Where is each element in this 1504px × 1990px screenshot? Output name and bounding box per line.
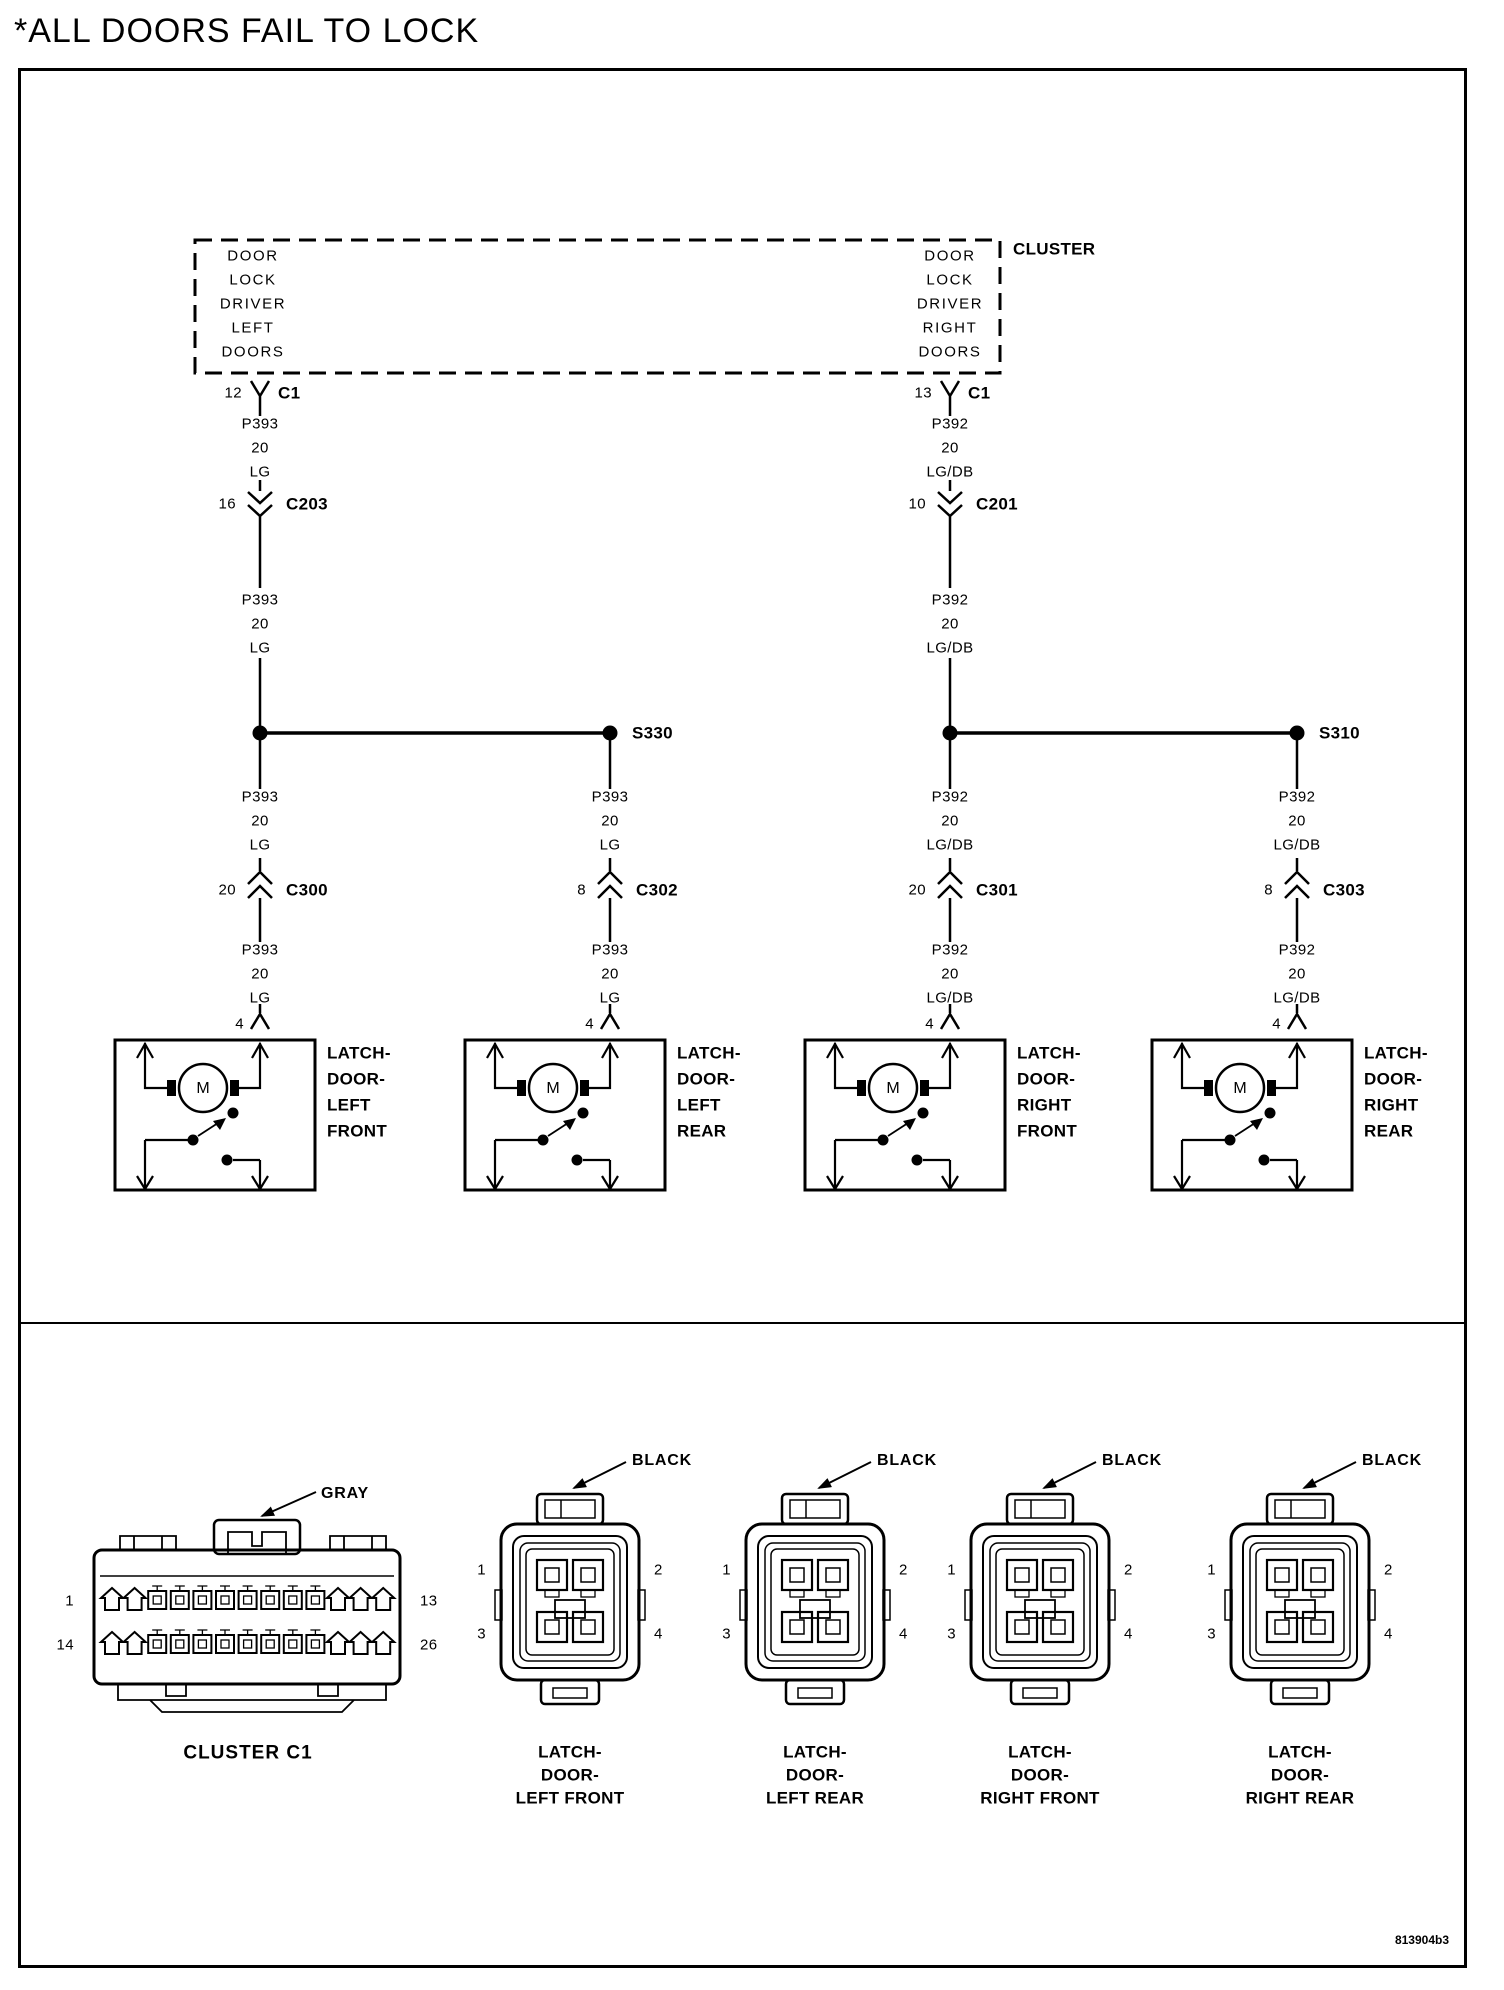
wire-label: P393 — [591, 941, 629, 959]
wire-label: P392 — [1278, 788, 1316, 806]
connector-color-label: BLACK — [1102, 1452, 1162, 1469]
wire-label: 20 — [251, 615, 269, 633]
latch-connector-view — [1225, 1462, 1375, 1704]
cluster-right-text-line: DOORS — [918, 343, 982, 361]
connector-caption-line: RIGHT REAR — [1245, 1788, 1355, 1808]
wire-label: P393 — [241, 591, 279, 609]
wire-label: 20 — [941, 812, 959, 830]
motor-letter: M — [196, 1080, 210, 1097]
connector-caption-line: LATCH- — [783, 1742, 847, 1762]
connector-caption-line: LEFT REAR — [765, 1788, 865, 1808]
splice-dot — [253, 726, 268, 741]
wire-label: 20 — [251, 965, 269, 983]
pin-label: 3 — [1207, 1625, 1216, 1643]
wire-label: P393 — [241, 788, 279, 806]
latch-label-line: DOOR- — [677, 1069, 736, 1089]
wire-label: LG — [599, 836, 621, 854]
latch-label-line: FRONT — [1017, 1121, 1078, 1141]
cluster-name: CLUSTER — [1013, 239, 1096, 259]
splice-name: S310 — [1319, 723, 1360, 743]
splice-name: S330 — [632, 723, 673, 743]
wire-runs — [248, 381, 1309, 1029]
wire-label: 20 — [941, 965, 959, 983]
pin-number: 4 — [925, 1015, 934, 1033]
wire-label: P393 — [241, 415, 279, 433]
wire-label: LG — [249, 463, 271, 481]
wire-label: LG — [599, 989, 621, 1007]
pin-number: 16 — [218, 495, 236, 513]
connector-color-label: GRAY — [321, 1485, 369, 1502]
latch-label-line: LATCH- — [1364, 1043, 1428, 1063]
pin-label: 1 — [947, 1561, 956, 1579]
motor-letter: M — [1233, 1080, 1247, 1097]
connector-caption-line: LATCH- — [1008, 1742, 1072, 1762]
black-leader-arrow — [819, 1462, 871, 1488]
pin-label: 14 — [56, 1636, 74, 1654]
pin-number: 4 — [1272, 1015, 1281, 1033]
latch-label-line: LEFT — [677, 1095, 721, 1115]
connector-caption: CLUSTER C1 — [183, 1742, 313, 1764]
wire-label: P393 — [591, 788, 629, 806]
pin-number: 4 — [585, 1015, 594, 1033]
connector-name: C301 — [976, 880, 1018, 900]
pin-label: 2 — [654, 1561, 663, 1579]
latch-label-line: REAR — [1364, 1121, 1414, 1141]
connector-color-label: BLACK — [1362, 1452, 1422, 1469]
latch-label-line: LEFT — [327, 1095, 371, 1115]
latch-label-line: REAR — [677, 1121, 727, 1141]
cluster-left-text-line: LEFT — [231, 319, 275, 337]
splice-dot — [943, 726, 958, 741]
cluster-left-text-line: DOORS — [221, 343, 285, 361]
wire-label: P392 — [1278, 941, 1316, 959]
latch-label-line: RIGHT — [1017, 1095, 1072, 1115]
pin-label: 2 — [899, 1561, 908, 1579]
latch-symbol — [115, 1040, 315, 1190]
latch-connector-view — [965, 1462, 1115, 1704]
wire-label: P392 — [931, 415, 969, 433]
cluster-right-text-line: RIGHT — [922, 319, 978, 337]
latch-connector-view — [495, 1462, 645, 1704]
connector-caption-line: LEFT FRONT — [515, 1788, 625, 1808]
latch-symbol — [465, 1040, 665, 1190]
cluster-right-text-line: LOCK — [926, 271, 974, 289]
latch-label-line: LATCH- — [327, 1043, 391, 1063]
connector-caption-line: DOOR- — [785, 1765, 845, 1785]
pin-label: 13 — [420, 1592, 438, 1610]
pin-label: 4 — [1124, 1625, 1133, 1643]
pin-number: 12 — [224, 384, 242, 402]
pin-label: 2 — [1124, 1561, 1133, 1579]
pin-label: 2 — [1384, 1561, 1393, 1579]
pin-label: 4 — [899, 1625, 908, 1643]
wire-label: 20 — [601, 965, 619, 983]
connector-caption-line: LATCH- — [1268, 1742, 1332, 1762]
wire-label: LG — [249, 989, 271, 1007]
pin-number: 8 — [577, 881, 586, 899]
black-leader-arrow — [1304, 1462, 1356, 1488]
wire-label: 20 — [1288, 965, 1306, 983]
wire-label: LG/DB — [1273, 989, 1321, 1007]
connector-name: C201 — [976, 494, 1018, 514]
connector-name: C302 — [636, 880, 678, 900]
splice-dot — [1290, 726, 1305, 741]
pin-label: 1 — [477, 1561, 486, 1579]
connector-name: C203 — [286, 494, 328, 514]
pin-number: 8 — [1264, 881, 1273, 899]
splice-dot — [603, 726, 618, 741]
connector-caption-line: DOOR- — [1010, 1765, 1070, 1785]
pin-label: 4 — [654, 1625, 663, 1643]
pin-label: 3 — [477, 1625, 486, 1643]
wire-label: 20 — [251, 812, 269, 830]
cluster-right-text-line: DOOR — [924, 247, 976, 265]
wire-label: P393 — [241, 941, 279, 959]
latch-label-line: DOOR- — [1017, 1069, 1076, 1089]
cluster-box — [195, 240, 1000, 373]
connector-caption-line: DOOR- — [540, 1765, 600, 1785]
connector-name: C303 — [1323, 880, 1365, 900]
pin-label: 1 — [65, 1592, 74, 1610]
cluster-left-text-line: DRIVER — [219, 295, 287, 313]
latch-label-line: LATCH- — [677, 1043, 741, 1063]
connector-color-label: BLACK — [877, 1452, 937, 1469]
wire-label: LG/DB — [926, 463, 974, 481]
wire-label: 20 — [251, 439, 269, 457]
pin-label: 3 — [722, 1625, 731, 1643]
wire-label: LG/DB — [926, 836, 974, 854]
latch-label-line: DOOR- — [1364, 1069, 1423, 1089]
gray-leader-arrow — [262, 1492, 316, 1516]
latch-label-line: RIGHT — [1364, 1095, 1419, 1115]
wire-label: 20 — [601, 812, 619, 830]
wire-label: P392 — [931, 941, 969, 959]
footer-code: 813904b3 — [1394, 1933, 1449, 1947]
black-leader-arrow — [1044, 1462, 1096, 1488]
pin-label: 4 — [1384, 1625, 1393, 1643]
wire-label: LG — [249, 836, 271, 854]
latch-label-line: FRONT — [327, 1121, 388, 1141]
connector-name: C300 — [286, 880, 328, 900]
connector-name: C1 — [278, 383, 301, 403]
pin-number: 10 — [908, 495, 926, 513]
latch-symbol — [1152, 1040, 1352, 1190]
pin-number: 20 — [218, 881, 236, 899]
pin-number: 13 — [914, 384, 932, 402]
latch-label-line: DOOR- — [327, 1069, 386, 1089]
page-title: *ALL DOORS FAIL TO LOCK — [14, 12, 480, 50]
wire-label: LG/DB — [1273, 836, 1321, 854]
cluster-c1-connector-view — [94, 1492, 400, 1712]
wire-label: P392 — [931, 591, 969, 609]
connector-name: C1 — [968, 383, 991, 403]
pin-label: 1 — [722, 1561, 731, 1579]
pin-number: 4 — [235, 1015, 244, 1033]
wire-label: 20 — [941, 439, 959, 457]
wire-label: P392 — [931, 788, 969, 806]
latch-symbol — [805, 1040, 1005, 1190]
black-leader-arrow — [574, 1462, 626, 1488]
connector-caption-line: LATCH- — [538, 1742, 602, 1762]
motor-letter: M — [886, 1080, 900, 1097]
pin-label: 1 — [1207, 1561, 1216, 1579]
cluster-left-text-line: LOCK — [229, 271, 277, 289]
latch-connector-view — [740, 1462, 890, 1704]
wire-label: LG/DB — [926, 989, 974, 1007]
connector-caption-line: DOOR- — [1270, 1765, 1330, 1785]
pin-label: 26 — [420, 1636, 438, 1654]
wire-label: LG/DB — [926, 639, 974, 657]
cluster-right-text-line: DRIVER — [916, 295, 984, 313]
motor-letter: M — [546, 1080, 560, 1097]
wire-label: 20 — [1288, 812, 1306, 830]
pin-number: 20 — [908, 881, 926, 899]
wire-label: 20 — [941, 615, 959, 633]
pin-label: 3 — [947, 1625, 956, 1643]
connector-caption-line: RIGHT FRONT — [980, 1788, 1100, 1808]
cluster-left-text-line: DOOR — [227, 247, 279, 265]
latch-label-line: LATCH- — [1017, 1043, 1081, 1063]
connector-color-label: BLACK — [632, 1452, 692, 1469]
wire-label: LG — [249, 639, 271, 657]
